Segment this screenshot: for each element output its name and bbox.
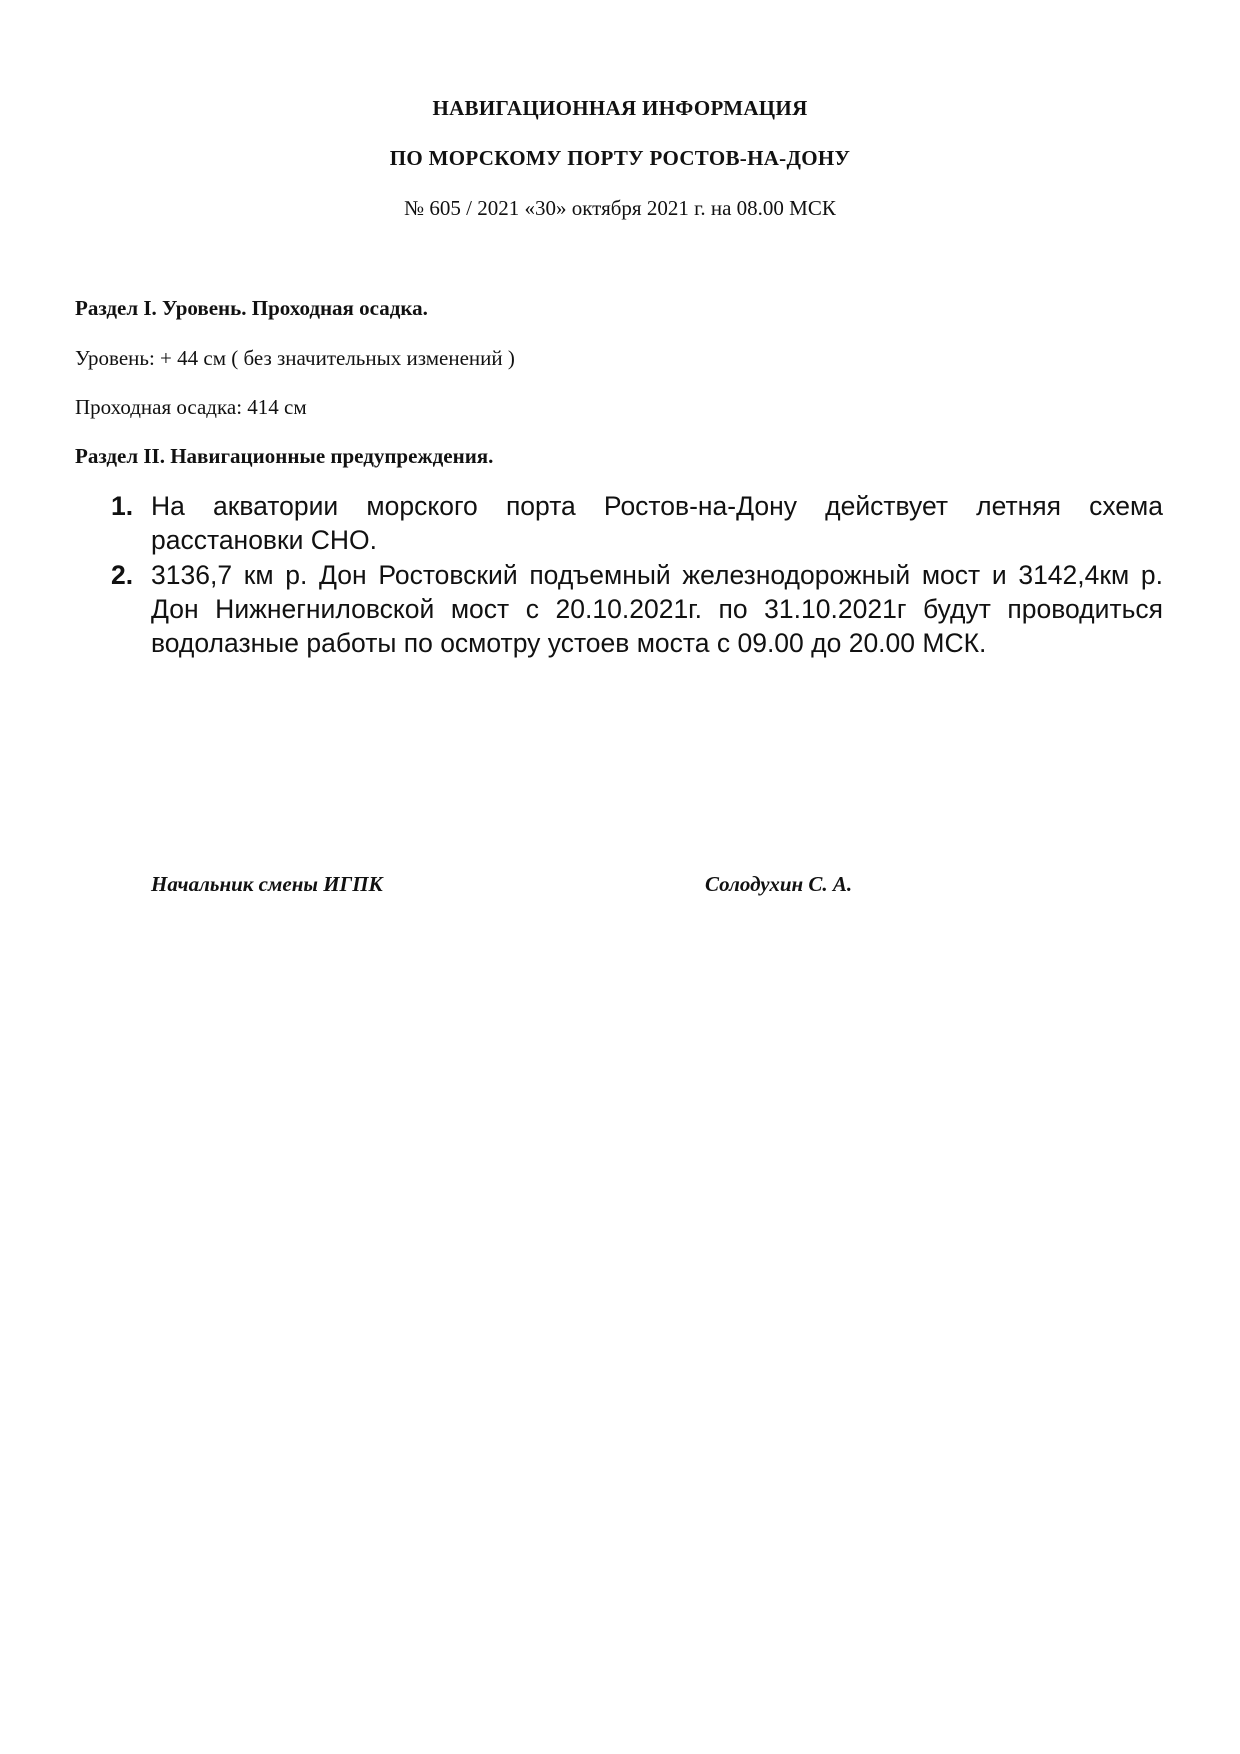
water-level: Уровень: + 44 см ( без значительных изменений ) — [75, 346, 515, 370]
warnings-list — [111, 489, 1163, 661]
document-number-date: № 605 / 2021 «30» октября 2021 г. на 08.00 МСК — [404, 196, 836, 220]
passing-draft: Проходная осадка: 414 см — [75, 395, 307, 419]
document-title: НАВИГАЦИОННАЯ ИНФОРМАЦИЯ — [432, 96, 808, 120]
list-item — [111, 489, 1163, 557]
list-item-number: 2. — [111, 560, 134, 590]
list-item-text: 3136,7 км р. Дон Ростовский подъемный железнодорожный мост и 3142,4км р. Дон Нижнегниловской мост с 20.10.2021г. по 31.10.2021г будут проводиться водолазные работы по осмотру устоев моста с 09.00 до 20.00 МСК. — [151, 560, 1163, 658]
list-item — [111, 558, 1163, 660]
list-item-text: На акватории морского порта Ростов-на-Дону действует летняя схема расстановки СНО. — [151, 491, 1163, 555]
section2-heading: Раздел II. Навигационные предупреждения. — [75, 444, 494, 468]
list-item-number: 1. — [111, 491, 134, 521]
section1-heading: Раздел I. Уровень. Проходная осадка. — [75, 296, 428, 320]
signature-role: Начальник смены ИГПК — [151, 872, 383, 896]
signature-name: Солодухин С. А. — [705, 872, 853, 896]
document-title-port: ПО МОРСКОМУ ПОРТУ РОСТОВ-НА-ДОНУ — [389, 146, 851, 170]
